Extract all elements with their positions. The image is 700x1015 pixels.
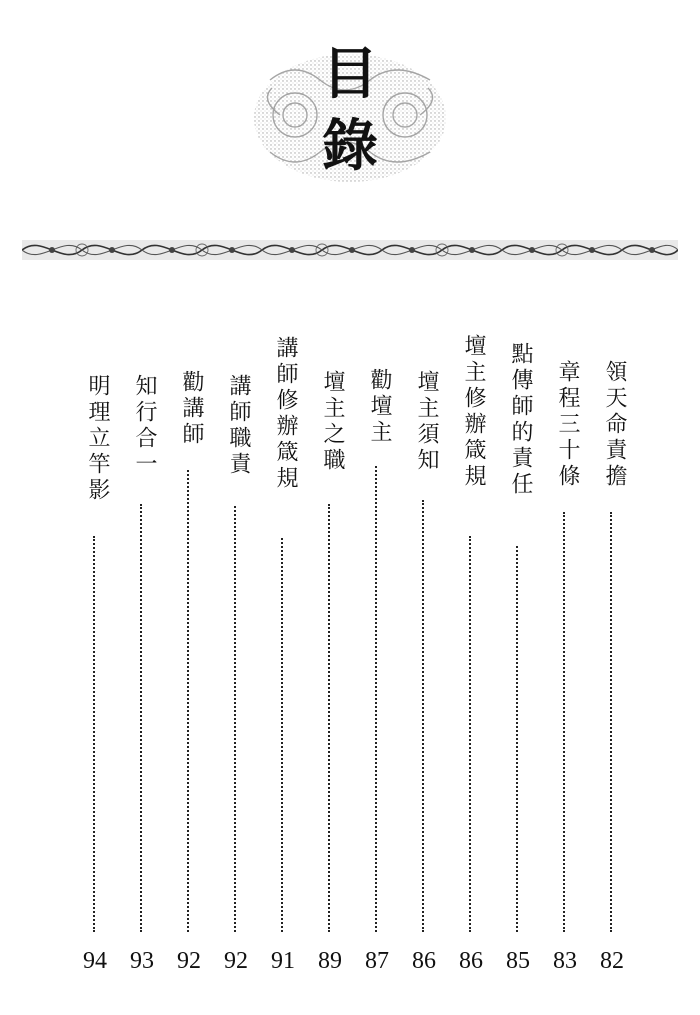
toc-entry-page: 83 bbox=[553, 948, 577, 974]
toc-entry-title: 講師職責 bbox=[226, 374, 251, 478]
toc-entry-title: 壇主須知 bbox=[414, 370, 439, 474]
toc-leader-dots bbox=[234, 506, 236, 932]
toc-title-block bbox=[250, 40, 450, 190]
toc-entry-page: 86 bbox=[459, 948, 483, 974]
toc-entry-title: 勸講師 bbox=[179, 370, 204, 448]
toc-entry-1[interactable] bbox=[595, 340, 629, 1015]
toc-entry-page: 92 bbox=[224, 948, 248, 974]
toc-leader-dots bbox=[422, 500, 424, 932]
toc-entry-5[interactable] bbox=[407, 340, 441, 1015]
toc-leader-dots bbox=[375, 466, 377, 932]
toc-entry-title: 講師修辦箴規 bbox=[273, 336, 298, 492]
toc-leader-dots bbox=[93, 536, 95, 932]
toc-entry-page: 92 bbox=[177, 948, 201, 974]
toc-title-char-2: 錄 bbox=[322, 113, 378, 179]
toc-entry-title: 點傳師的責任 bbox=[508, 342, 533, 498]
toc-entry-11[interactable] bbox=[125, 340, 159, 1015]
toc-entry-title: 壇主之職 bbox=[320, 370, 345, 474]
toc-entry-page: 89 bbox=[318, 948, 342, 974]
toc-entry-title: 領天命責擔 bbox=[602, 360, 627, 490]
toc-entry-page: 87 bbox=[365, 948, 389, 974]
toc-entry-7[interactable] bbox=[313, 340, 347, 1015]
toc-entry-10[interactable] bbox=[172, 340, 206, 1015]
toc-leader-dots bbox=[328, 504, 330, 932]
toc-entry-page: 93 bbox=[130, 948, 154, 974]
toc-entry-title: 明理立竿影 bbox=[85, 374, 110, 504]
toc-entry-page: 85 bbox=[506, 948, 530, 974]
toc-entry-6[interactable] bbox=[360, 340, 394, 1015]
toc-entry-title: 勸壇主 bbox=[367, 368, 392, 446]
toc-leader-dots bbox=[610, 512, 612, 932]
toc-leader-dots bbox=[516, 546, 518, 932]
toc-entry-page: 82 bbox=[600, 948, 624, 974]
toc-leader-dots bbox=[281, 538, 283, 932]
toc-title-char-1: 目 bbox=[322, 41, 378, 107]
toc-entry-9[interactable] bbox=[219, 340, 253, 1015]
toc-entry-page: 86 bbox=[412, 948, 436, 974]
toc-entry-8[interactable] bbox=[266, 336, 300, 1015]
toc-leader-dots bbox=[140, 504, 142, 932]
toc-entry-page: 91 bbox=[271, 948, 295, 974]
toc-entry-page: 94 bbox=[83, 948, 107, 974]
toc-leader-dots bbox=[187, 470, 189, 932]
toc-entry-2[interactable] bbox=[548, 340, 582, 1015]
toc-leader-dots bbox=[469, 536, 471, 932]
toc-leader-dots bbox=[563, 512, 565, 932]
toc-entry-12[interactable] bbox=[78, 340, 112, 1015]
toc-entry-3[interactable] bbox=[501, 340, 535, 1015]
toc-entry-title: 章程三十條 bbox=[555, 360, 580, 490]
floral-divider-icon bbox=[22, 228, 678, 272]
toc-entry-4[interactable] bbox=[454, 334, 488, 1015]
toc-entry-title: 知行合一 bbox=[132, 374, 157, 478]
toc-entry-title: 壇主修辦箴規 bbox=[461, 334, 486, 490]
